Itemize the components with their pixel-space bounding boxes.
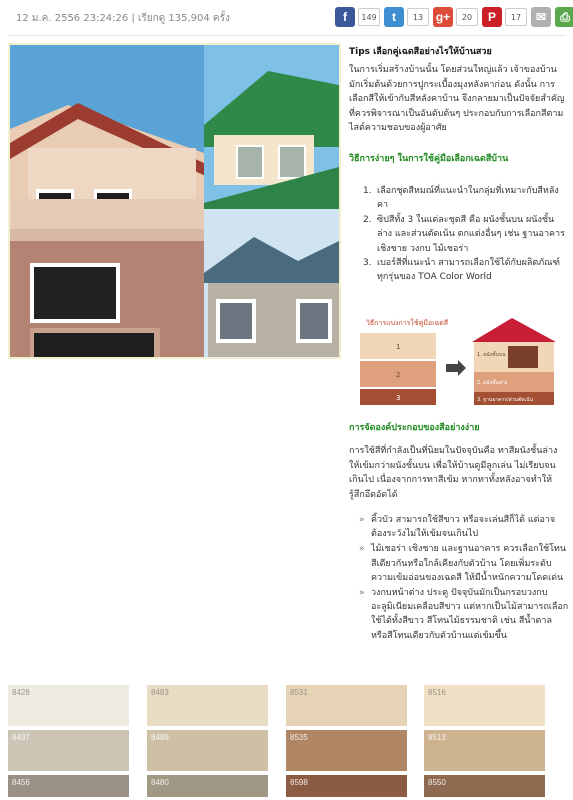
- color-guide-figure: [360, 316, 560, 406]
- steps-list: [363, 184, 568, 285]
- swatch-code: 8497: [12, 733, 30, 742]
- swatch-code: 8428: [12, 688, 30, 697]
- composition-paragraph: การใช้สีที่กำลังเป็นที่นิยมในปัจจุบันคือ ทาสีผนังชั้นล่างให้เข้มกว่าผนังชั้นบน เพื่อให้บ้านดูมีลูกเล่น ไม่เรียบจนเกินไป เนื่องจากการทาสีเข้ม หากทาทั้งหลังอาจทำให้รู้สึกอึดอัดได้: [349, 446, 558, 500]
- swatch-code: 8456: [12, 778, 30, 787]
- figure-row-label: 1: [396, 343, 401, 351]
- list-item: » วงกบหน้าต่าง ประตู ปัจจุบันมักเป็นกรอบวงกบอะลูมิเนียมเคลือบสีขาว แต่หากเป็นไม้สามารถเลือกใช้ได้ทั้งสีขาว สีโทนไม้ธรรมชาติ เช่น สีน้ำตาล หรือสีโทนเดียวกับตัวบ้านแต่เข้มขึ้น: [359, 588, 569, 641]
- pinterest-icon[interactable]: P: [482, 7, 502, 27]
- tips-list: [359, 513, 569, 644]
- list-item: » ไม้เชอร่า เชิงชาย และฐานอาคาร ควรเลือกใช้โทนสีเดียวกันหรือใกล้เคียงกับตัวบ้าน โดยเพิ่มระดับความเข้มอ่อนของเฉดสี ให้มีน้ำหนักความโดดเด่น: [359, 544, 566, 583]
- house-label: 3. ฐานอาคาร/ส่วนตัดเน้น: [477, 397, 533, 403]
- swatch-code: 8550: [428, 778, 446, 787]
- share-count: 17: [505, 8, 527, 26]
- color-swatch: [424, 775, 545, 797]
- section-heading-composition: การจัดองค์ประกอบของสีอย่างง่าย: [349, 423, 480, 433]
- share-count: 13: [407, 8, 429, 26]
- color-swatch: [8, 775, 129, 797]
- swatch-code: 8489: [151, 733, 169, 742]
- bullet-icon: »: [359, 544, 365, 555]
- color-swatch: [147, 730, 268, 771]
- share-email-button[interactable]: [531, 7, 551, 27]
- share-bar: [335, 7, 573, 27]
- share-pinterest-button[interactable]: [482, 7, 527, 27]
- house-color-image: [8, 43, 341, 359]
- color-swatch: [147, 685, 268, 726]
- article-meta-bar: [0, 0, 573, 36]
- swatch-code: 8480: [151, 778, 169, 787]
- color-swatch: [286, 685, 407, 726]
- figure-title: วิธีการแบ่งการใช้คู่มือเฉดสี: [366, 319, 449, 327]
- color-swatch: [286, 775, 407, 797]
- list-item: » คิ้วบัว สามารถใช้สีขาว หรือจะเล่นสีก็ได้ แต่อาจต้องระวังไม่ให้เข้มจนเกินไป: [359, 515, 556, 540]
- swatch-code: 8513: [428, 733, 446, 742]
- swatch-code: 8531: [290, 688, 308, 697]
- swatch-code: 8535: [290, 733, 308, 742]
- house-illustration: [8, 43, 341, 359]
- share-count: 149: [358, 8, 380, 26]
- figure-row-label: 2: [396, 371, 401, 379]
- color-swatch: [424, 685, 545, 726]
- color-swatch: [424, 730, 545, 771]
- bullet-icon: »: [359, 515, 365, 525]
- list-item: 2. ซิปสีทั้ง 3 ในแต่ละชุดสี คือ ผนังชั้นบน ผนังชั้นล่าง และส่วนตัดเน้น ตกแต่งอื่นๆ เช่น ฐานอาคาร เชิงชาย วงกบ ไม้เชอร่า: [363, 214, 565, 254]
- swatch-code: 8483: [151, 688, 169, 697]
- twitter-icon[interactable]: t: [384, 7, 404, 27]
- article-title: Tips เลือกคู่เฉดสีอย่างไรให้บ้านสวย: [349, 47, 492, 57]
- color-swatch: [286, 730, 407, 771]
- list-item: 1. เลือกชุดสีหมณ์ที่แนะนำในกลุ่มที่เหมาะกับสีหลังคา: [363, 186, 559, 211]
- color-swatch: [8, 730, 129, 771]
- list-item: 3. เบอร์สีที่แนะนำ สามารถเลือกใช้ได้กับผลิตภัณฑ์ทุกรุ่นของ TOA Color World: [363, 258, 560, 283]
- share-twitter-button[interactable]: [384, 7, 429, 27]
- swatch-code: 8598: [290, 778, 308, 787]
- house-label: 2. ผนังชั้นล่าง: [477, 380, 508, 386]
- section-heading-guide: วิธีการง่ายๆ ในการใช้คู่มือเลือกเฉดสีบ้าน: [349, 154, 509, 164]
- bullet-icon: »: [359, 588, 365, 599]
- google-plus-icon[interactable]: g+: [433, 7, 453, 27]
- color-guide-illustration: [360, 316, 560, 406]
- print-icon[interactable]: ⎙: [555, 7, 573, 27]
- intro-paragraph: ในการเริ่มสร้างบ้านนั้น โดยส่วนใหญ่แล้ว เจ้าของบ้านมักเริ่มต้นด้วยการปูกระเบื้องมุงหลังคาก่อน ดังนั้น การเลือกสีให้เข้ากับสีหลังคาบ้าน จึงกลายมาเป็นปัจจัยสำคัญที่ควรพิจารณาเป็นอันดับต้นๆ ประกอบกับการเลือกสีตามไสต์ความชอบของผู้อาศัย: [349, 65, 565, 134]
- house-label: 1. ผนังชั้นบน: [477, 352, 506, 358]
- arrow-right-icon: [446, 360, 466, 376]
- email-icon[interactable]: ✉: [531, 7, 551, 27]
- article-meta: 12 ม.ค. 2556 23:24:26 | เรียกดู 135,904 ครั้ง: [16, 13, 230, 24]
- swatch-code: 8516: [428, 688, 446, 697]
- color-swatch: [147, 775, 268, 797]
- share-count: 20: [456, 8, 478, 26]
- color-swatch: [8, 685, 129, 726]
- divider: [8, 35, 566, 36]
- share-print-button[interactable]: [555, 7, 573, 27]
- facebook-icon[interactable]: f: [335, 7, 355, 27]
- share-google-plus-button[interactable]: [433, 7, 478, 27]
- share-facebook-button[interactable]: [335, 7, 380, 27]
- figure-row-label: 3: [396, 394, 401, 402]
